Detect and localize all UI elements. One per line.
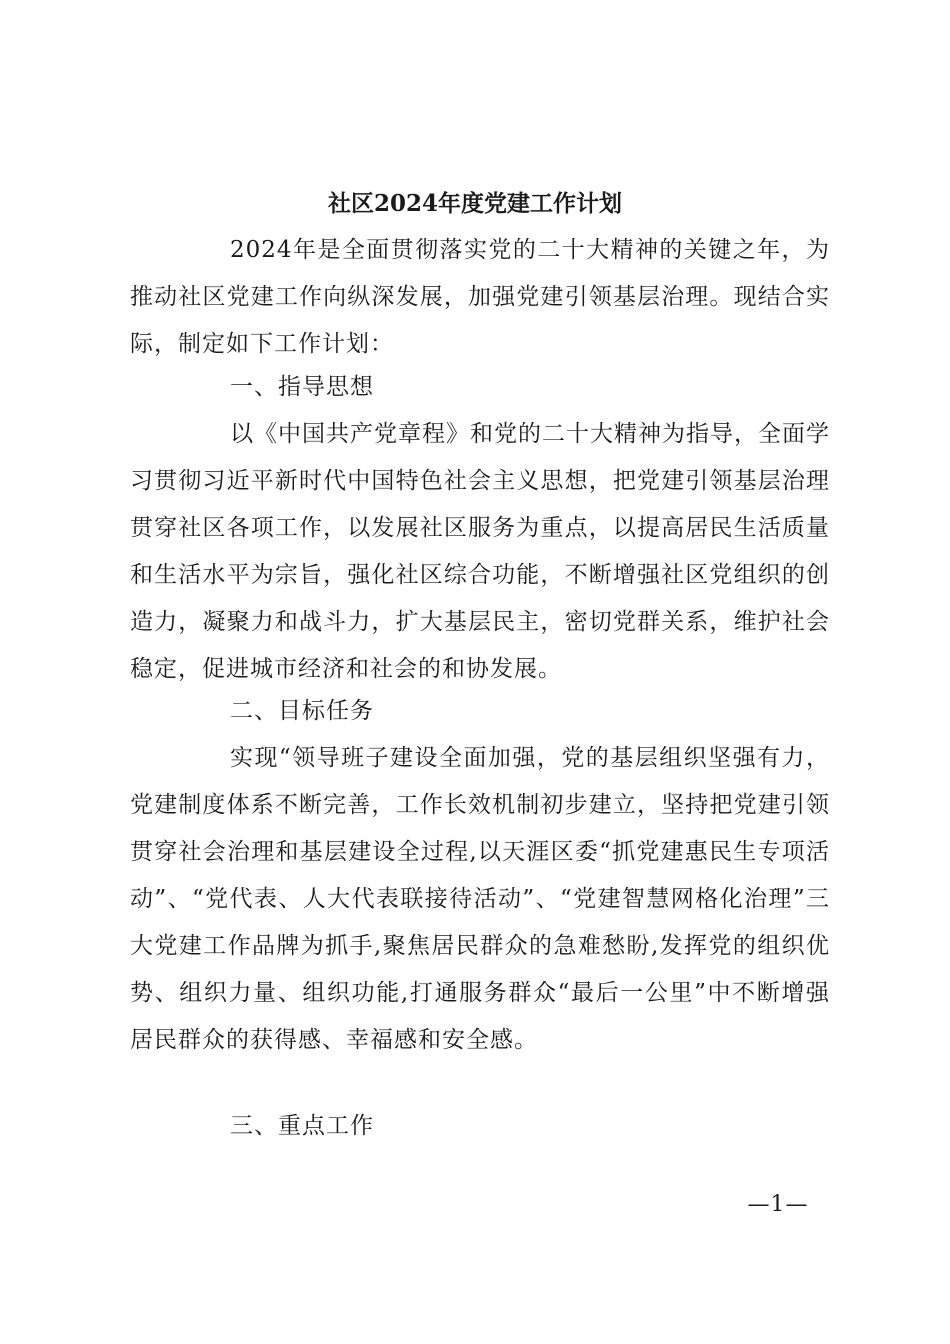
section-body-goals-tasks: 实现“领导班子建设全面加强，党的基层组织坚强有力，党建制度体系不断完善，工作长效机制初步建立，坚持把党建引领贯穿社会治理和基层建设全过程,以天涯区委“抓党建惠民生专项活动”、“党代表、人大代表联接待活动”、“党建智慧网格化治理”三大党建工作品牌为抓手,聚焦居民群众的急难愁盼,发挥党的组织优势、组织力量、组织功能,打通服务群众“最后一公里”中不断增强居民群众的获得感、幸福感和安全感。 (130, 745, 830, 1053)
page-number: —1— (747, 1192, 809, 1217)
document-title: 社区2024年度党建工作计划 (327, 190, 622, 217)
section-heading-goals-tasks: 二、目标任务 (230, 698, 374, 724)
section-body-guiding-ideology: 以《中国共产党章程》和党的二十大精神为指导，全面学习贯彻习近平新时代中国特色社会主义思想，把党建引领基层治理贯穿社区各项工作，以发展社区服务为重点，以提高居民生活质量和生活水平为宗旨，强化社区综合功能，不断增强社区党组织的创造力，凝聚力和战斗力，扩大基层民主，密切党群关系，维护社会稳定，促进城市经济和社会的和协发展。 (130, 421, 830, 682)
section-heading-guiding-ideology: 一、指导思想 (230, 374, 374, 400)
intro-paragraph: 2024年是全面贯彻落实党的二十大精神的关键之年，为推动社区党建工作向纵深发展，加强党建引领基层治理。现结合实际，制定如下工作计划： (130, 237, 830, 357)
section-heading-key-work: 三、重点工作 (230, 1113, 374, 1139)
